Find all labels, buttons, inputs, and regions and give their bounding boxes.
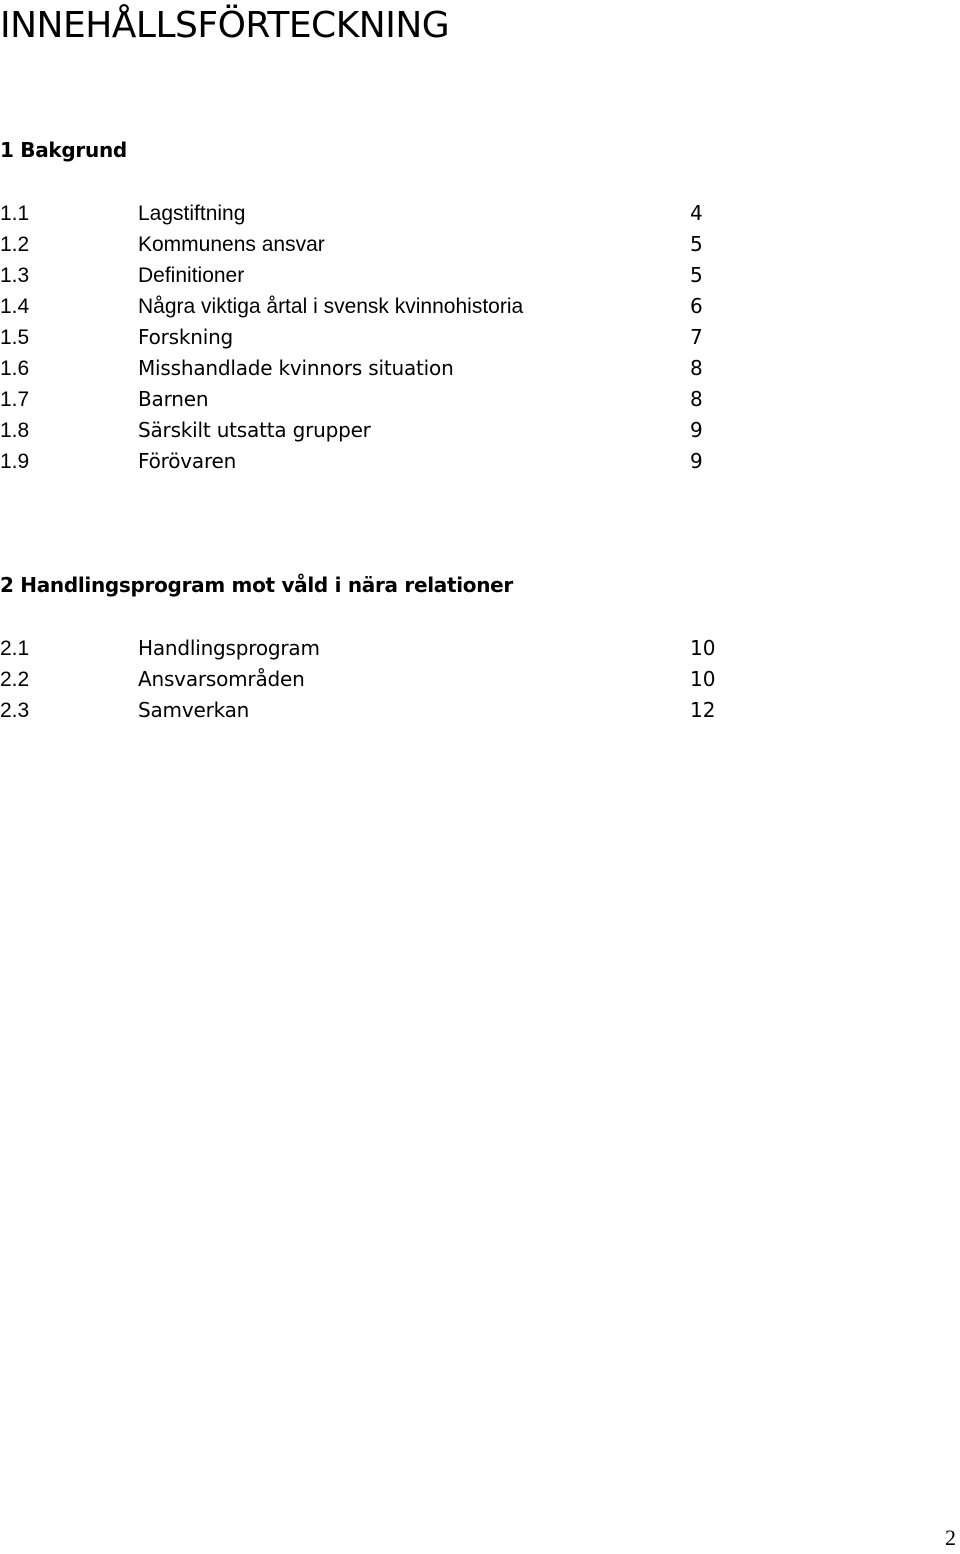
toc-entry-label: Särskilt utsatta grupper (138, 418, 371, 442)
toc-entry-page: 10 (690, 636, 716, 660)
toc-entry-label: Definitioner (138, 264, 245, 287)
toc-entry-label: Några viktiga årtal i svensk kvinnohistoria (138, 295, 524, 318)
section-heading-handlingsprogram: 2 Handlingsprogram mot våld i nära relationer (0, 573, 513, 597)
toc-entry-label: Barnen (138, 387, 209, 411)
toc-entry-label: Kommunens ansvar (138, 233, 325, 256)
toc-entry-page: 9 (690, 418, 703, 442)
page-number: 2 (945, 1525, 956, 1550)
toc-entry-number: 2.2 (0, 668, 30, 691)
toc-entry-label: Samverkan (138, 698, 250, 722)
toc-entry-label: Forskning (138, 325, 234, 349)
toc-entry-number: 2.3 (0, 699, 30, 722)
toc-entry-page: 9 (690, 449, 703, 473)
toc-entry-number: 2.1 (0, 637, 30, 660)
toc-entry-number: 1.7 (0, 388, 30, 411)
toc-entry-number: 1.3 (0, 264, 30, 287)
toc-entry-page: 4 (690, 201, 703, 225)
toc-entry-number: 1.1 (0, 202, 30, 225)
toc-entry-label: Förövaren (138, 449, 237, 473)
toc-entry-page: 6 (690, 294, 703, 318)
toc-entry-page: 5 (690, 263, 703, 287)
toc-entry-page: 12 (690, 698, 716, 722)
toc-entry-label: Ansvarsområden (138, 667, 305, 691)
toc-entry-label: Lagstiftning (138, 202, 246, 225)
toc-entry-page: 8 (690, 387, 703, 411)
section-heading-bakgrund: 1 Bakgrund (0, 138, 127, 162)
toc-entry-number: 1.8 (0, 419, 30, 442)
toc-entry-label: Handlingsprogram (138, 636, 320, 660)
toc-entry-page: 10 (690, 667, 716, 691)
toc-entry-page: 8 (690, 356, 703, 380)
toc-entry-page: 5 (690, 232, 703, 256)
toc-entry-label: Misshandlade kvinnors situation (138, 356, 454, 380)
toc-entry-number: 1.2 (0, 233, 30, 256)
toc-entry-number: 1.6 (0, 357, 30, 380)
toc-entry-page: 7 (690, 325, 703, 349)
toc-entry-number: 1.5 (0, 326, 30, 349)
toc-entry-number: 1.4 (0, 295, 30, 318)
toc-entry-number: 1.9 (0, 450, 30, 473)
page-title: INNEHÅLLSFÖRTECKNING (0, 5, 450, 46)
